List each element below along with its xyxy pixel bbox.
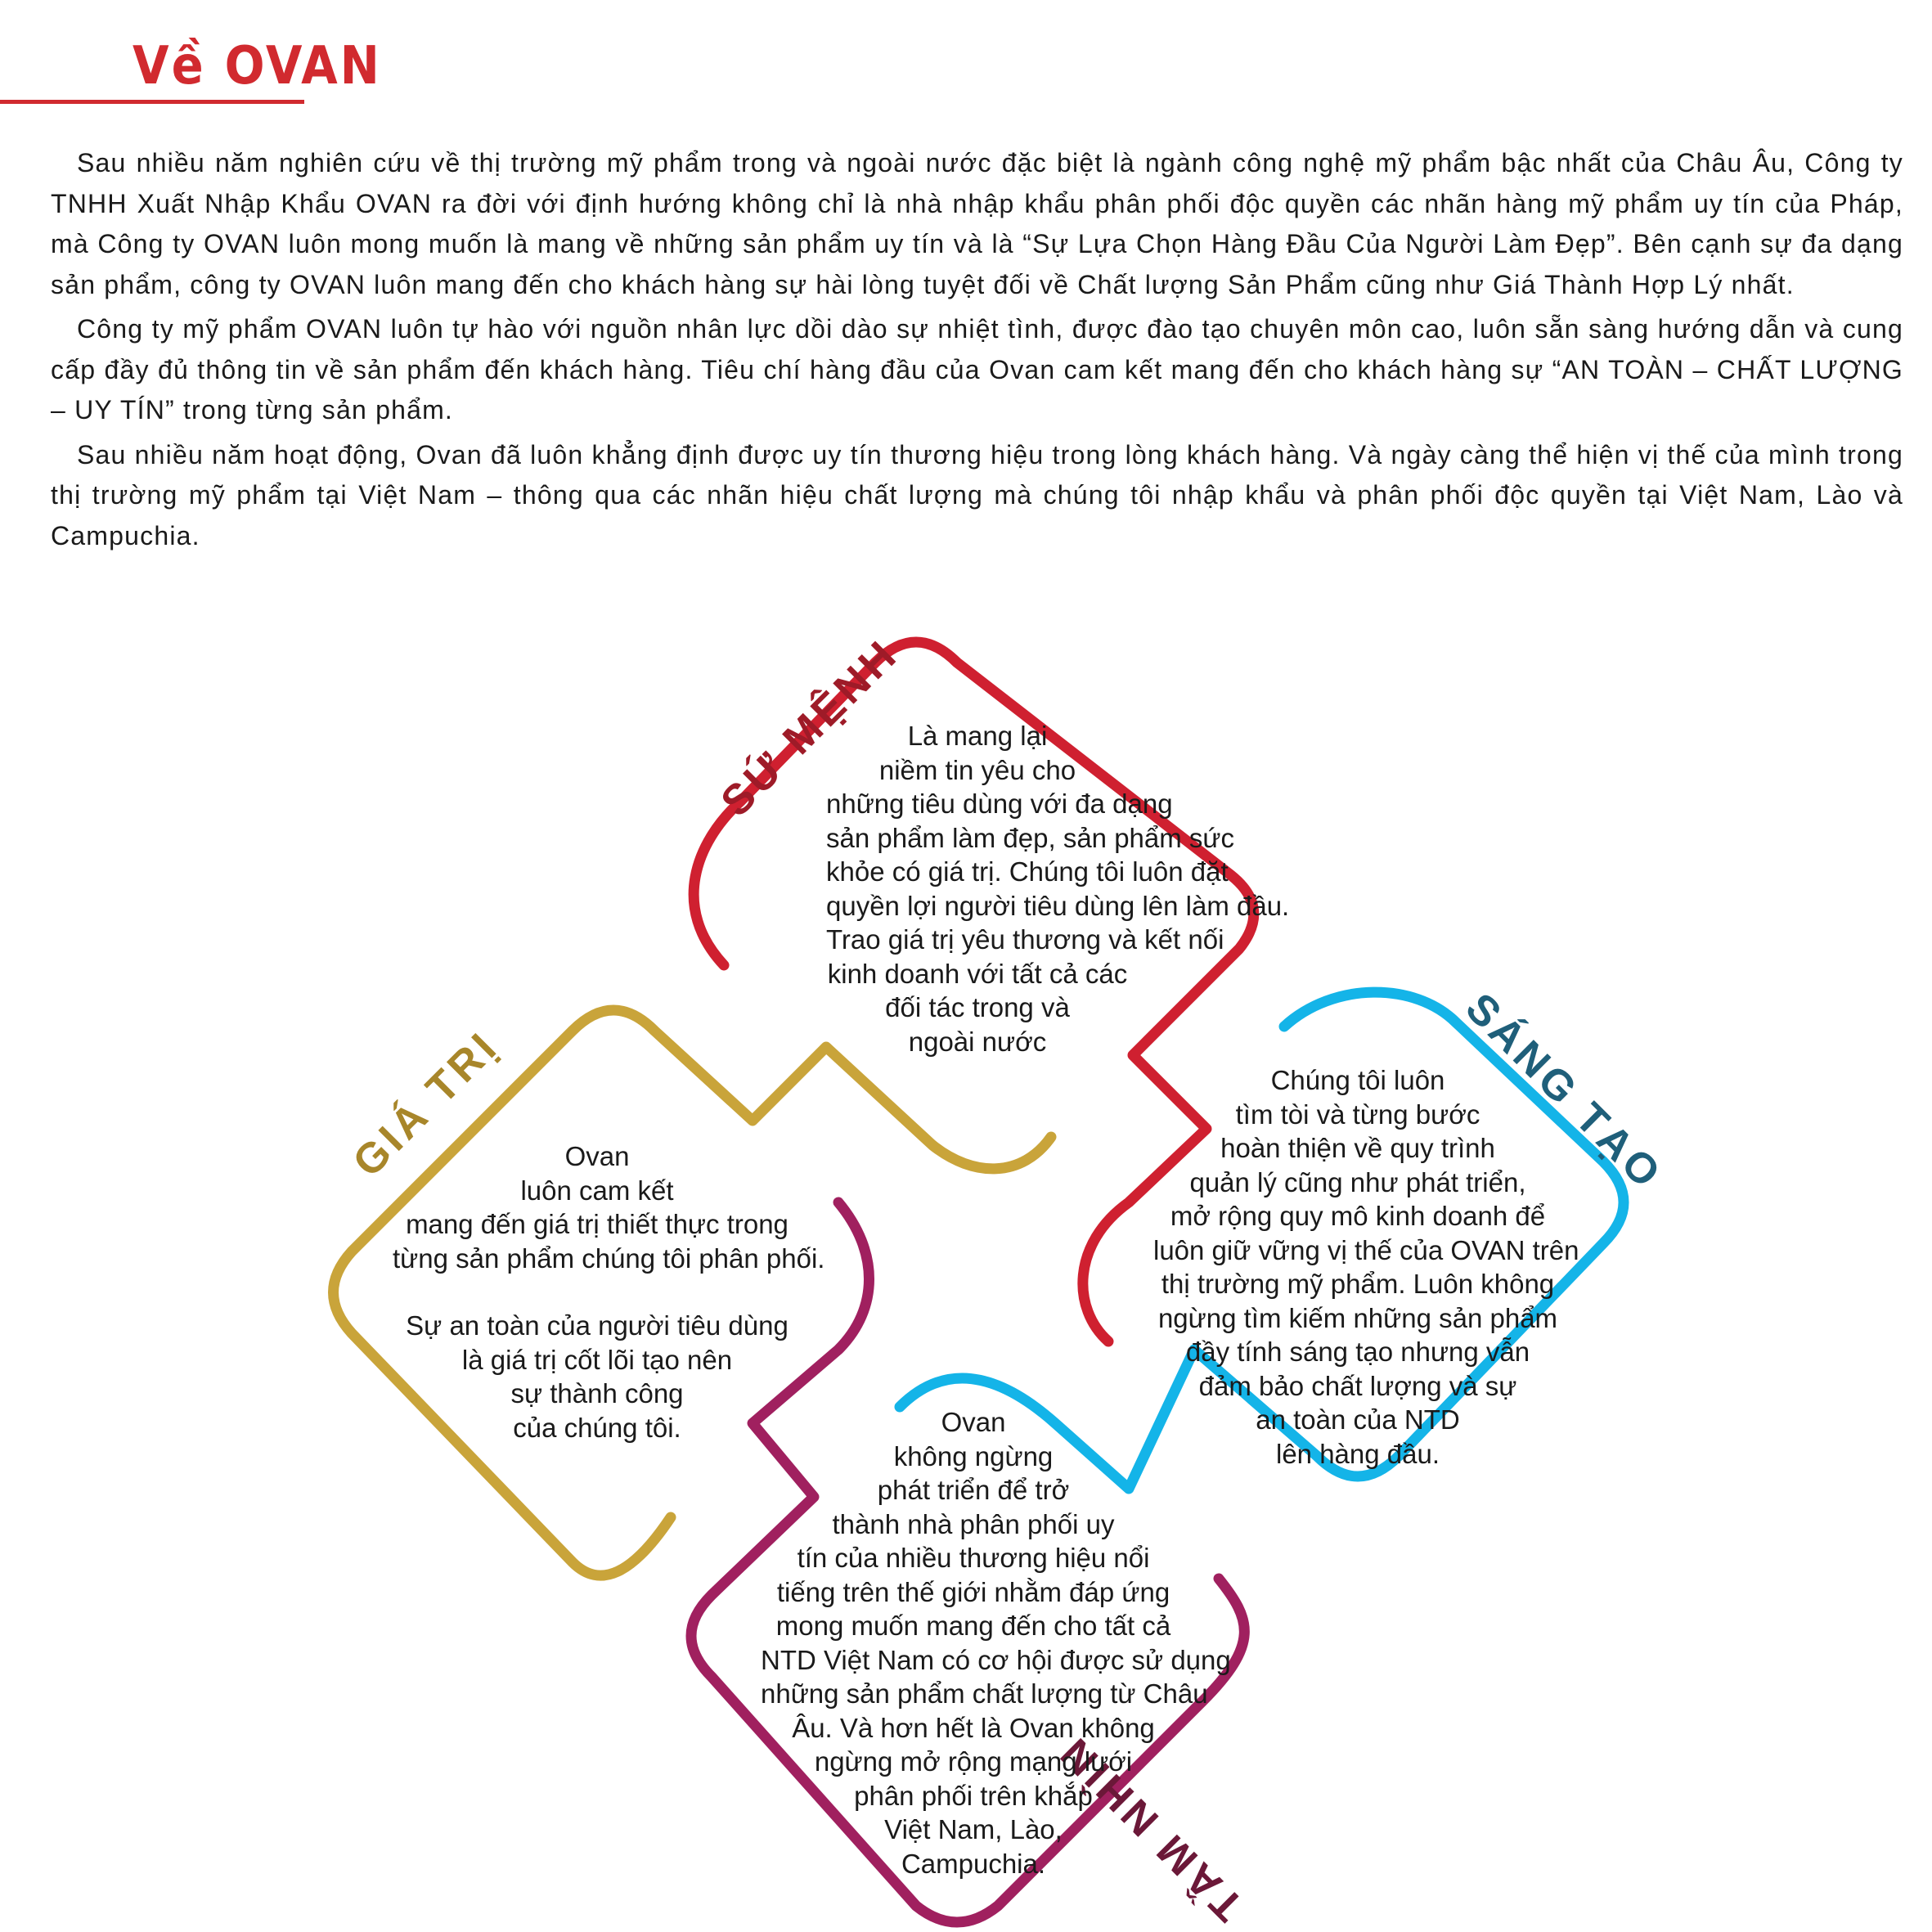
tam-nhin-line: Việt Nam, Lào,: [884, 1814, 1063, 1844]
tam-nhin-line: ngừng mở rộng mạng lưới: [814, 1746, 1133, 1777]
tam-nhin-line: phân phối trên khắp: [854, 1780, 1093, 1811]
sang-tao-line: ngừng tìm kiếm những sản phẩm: [1157, 1302, 1558, 1333]
su-menh-line: niềm tin yêu cho: [878, 754, 1076, 785]
su-menh-line: Là mang lại: [907, 721, 1048, 751]
tam-nhin-line: tiếng trên thế giới nhằm đáp ứng: [776, 1576, 1170, 1607]
sang-tao-line: quản lý cũng như phát triển,: [1189, 1166, 1526, 1197]
su-menh-line: những tiêu dùng với đa dạng: [826, 789, 1173, 819]
page-title: Về OVAN: [133, 36, 382, 97]
su-menh-line: khỏe có giá trị. Chúng tôi luôn đặt: [826, 856, 1229, 887]
tam-nhin-line: Âu. Và hơn hết là Ovan không: [792, 1712, 1155, 1743]
gia-tri-line: của chúng tôi.: [513, 1412, 681, 1443]
tam-nhin-line: NTD Việt Nam có cơ hội được sử dụng: [761, 1644, 1231, 1675]
sang-tao-line: thị trường mỹ phẩm. Luôn không: [1161, 1269, 1555, 1299]
sang-tao-line: mở rộng quy mô kinh doanh để: [1170, 1201, 1546, 1231]
sang-tao-text: [1153, 1063, 1579, 1471]
gia-tri-line: sự thành công: [510, 1378, 684, 1409]
gia-tri-line: luôn cam kết: [520, 1175, 674, 1206]
tam-nhin-line: không ngừng: [893, 1440, 1054, 1471]
tam-nhin-line: phát triển để trở: [877, 1475, 1070, 1505]
sang-tao-line: luôn giữ vững vị thế của OVAN trên: [1153, 1234, 1579, 1265]
sang-tao-line: Chúng tôi luôn: [1270, 1065, 1445, 1095]
tam-nhin-line: những sản phẩm chất lượng từ Châu: [761, 1678, 1208, 1709]
gia-tri-line: Sự an toàn của người tiêu dùng: [406, 1310, 789, 1341]
su-menh-line: quyền lợi người tiêu dùng lên làm đầu.: [826, 890, 1290, 921]
tam-nhin-label: TẦM NHÌN: [1049, 1726, 1253, 1930]
su-menh-line: đối tác trong và: [885, 992, 1070, 1022]
sang-tao-line: an toàn của NTD: [1256, 1404, 1460, 1435]
gia-tri-line: Ovan: [564, 1141, 630, 1171]
sang-tao-line: đầy tính sáng tạo nhưng vẫn: [1185, 1337, 1530, 1367]
intro-paragraph-1: Sau nhiều năm nghiên cứu về thị trường mỹ phẩm trong và ngoài nước đặc biệt là ngành công nghệ mỹ phẩm bậc nhất của Châu Âu, Công ty TNHH Xuất Nhập Khẩu OVAN ra đời với định hướng không chỉ là nhà nhập khẩu phân phối độc quyền các nhãn hàng mỹ phẩm uy tín của Pháp, mà Công ty OVAN luôn mong muốn là mang về những sản phẩm uy tín và là “Sự Lựa Chọn Hàng Đầu Của Người Làm Đẹp”. Bên cạnh sự đa dạng sản phẩm, công ty OVAN luôn mang đến cho khách hàng sự hài lòng tuyệt đối về Chất lượng Sản Phẩm cũng như Giá Thành Hợp Lý nhất.: [51, 148, 1903, 299]
sang-tao-line: lên hàng đầu.: [1275, 1438, 1440, 1469]
intro-paragraph-3: Sau nhiều năm hoạt động, Ovan đã luôn khẳng định được uy tín thương hiệu trong lòng khách hàng. Và ngày càng thể hiện vị thế của mình trong thị trường mỹ phẩm tại Việt Nam – thông qua các nhãn hiệu chất lượng mà chúng tôi nhập khẩu và phân phối độc quyền tại Việt Nam, Lào và Campuchia.: [51, 439, 1903, 550]
su-menh-line: ngoài nước: [908, 1026, 1047, 1057]
gia-tri-line: là giá trị cốt lõi tạo nên: [461, 1344, 733, 1375]
tam-nhin-line: Campuchia.: [901, 1848, 1046, 1879]
tam-nhin-line: Ovan: [941, 1407, 1006, 1437]
gia-tri-label: GIÁ TRỊ: [344, 1022, 509, 1187]
sang-tao-line: đảm bảo chất lượng và sự: [1198, 1370, 1517, 1401]
gia-tri-paragraph-2: [393, 1309, 802, 1445]
su-menh-line: sản phẩm làm đẹp, sản phẩm sức: [826, 822, 1235, 853]
su-menh-text: [826, 719, 1290, 1058]
gia-tri-line: từng sản phẩm chúng tôi phân phối.: [393, 1242, 825, 1274]
tam-nhin-text: [761, 1405, 1231, 1880]
tam-nhin-line: mong muốn mang đến cho tất cả: [775, 1611, 1171, 1641]
gia-tri-paragraph-1: [393, 1139, 825, 1275]
sang-tao-line: tìm tòi và từng bước: [1235, 1099, 1480, 1130]
intro-paragraph-2: Công ty mỹ phẩm OVAN luôn tự hào với nguồn nhân lực dồi dào sự nhiệt tình, được đào tạo chuyên môn cao, luôn sẵn sàng hướng dẫn và cung cấp đầy đủ thông tin về sản phẩm đến khách hàng. Tiêu chí hàng đầu của Ovan cam kết mang đến cho khách hàng sự “AN TOÀN – CHẤT LƯỢNG – UY TÍN” trong từng sản phẩm.: [51, 314, 1903, 425]
tam-nhin-line: thành nhà phân phối uy: [832, 1508, 1115, 1539]
gia-tri-line: mang đến giá trị thiết thực trong: [406, 1209, 789, 1239]
su-menh-line: kinh doanh với tất cả các: [827, 958, 1128, 989]
su-menh-label: SỨ MỆNH: [712, 630, 908, 826]
su-menh-line: Trao giá trị yêu thương và kết nối: [826, 924, 1224, 955]
sang-tao-label: SÁNG TẠO: [1456, 984, 1672, 1200]
sang-tao-line: hoàn thiện về quy trình: [1220, 1133, 1495, 1163]
tam-nhin-line: tín của nhiều thương hiệu nổi: [797, 1543, 1150, 1573]
gia-tri-text: [393, 1139, 825, 1445]
